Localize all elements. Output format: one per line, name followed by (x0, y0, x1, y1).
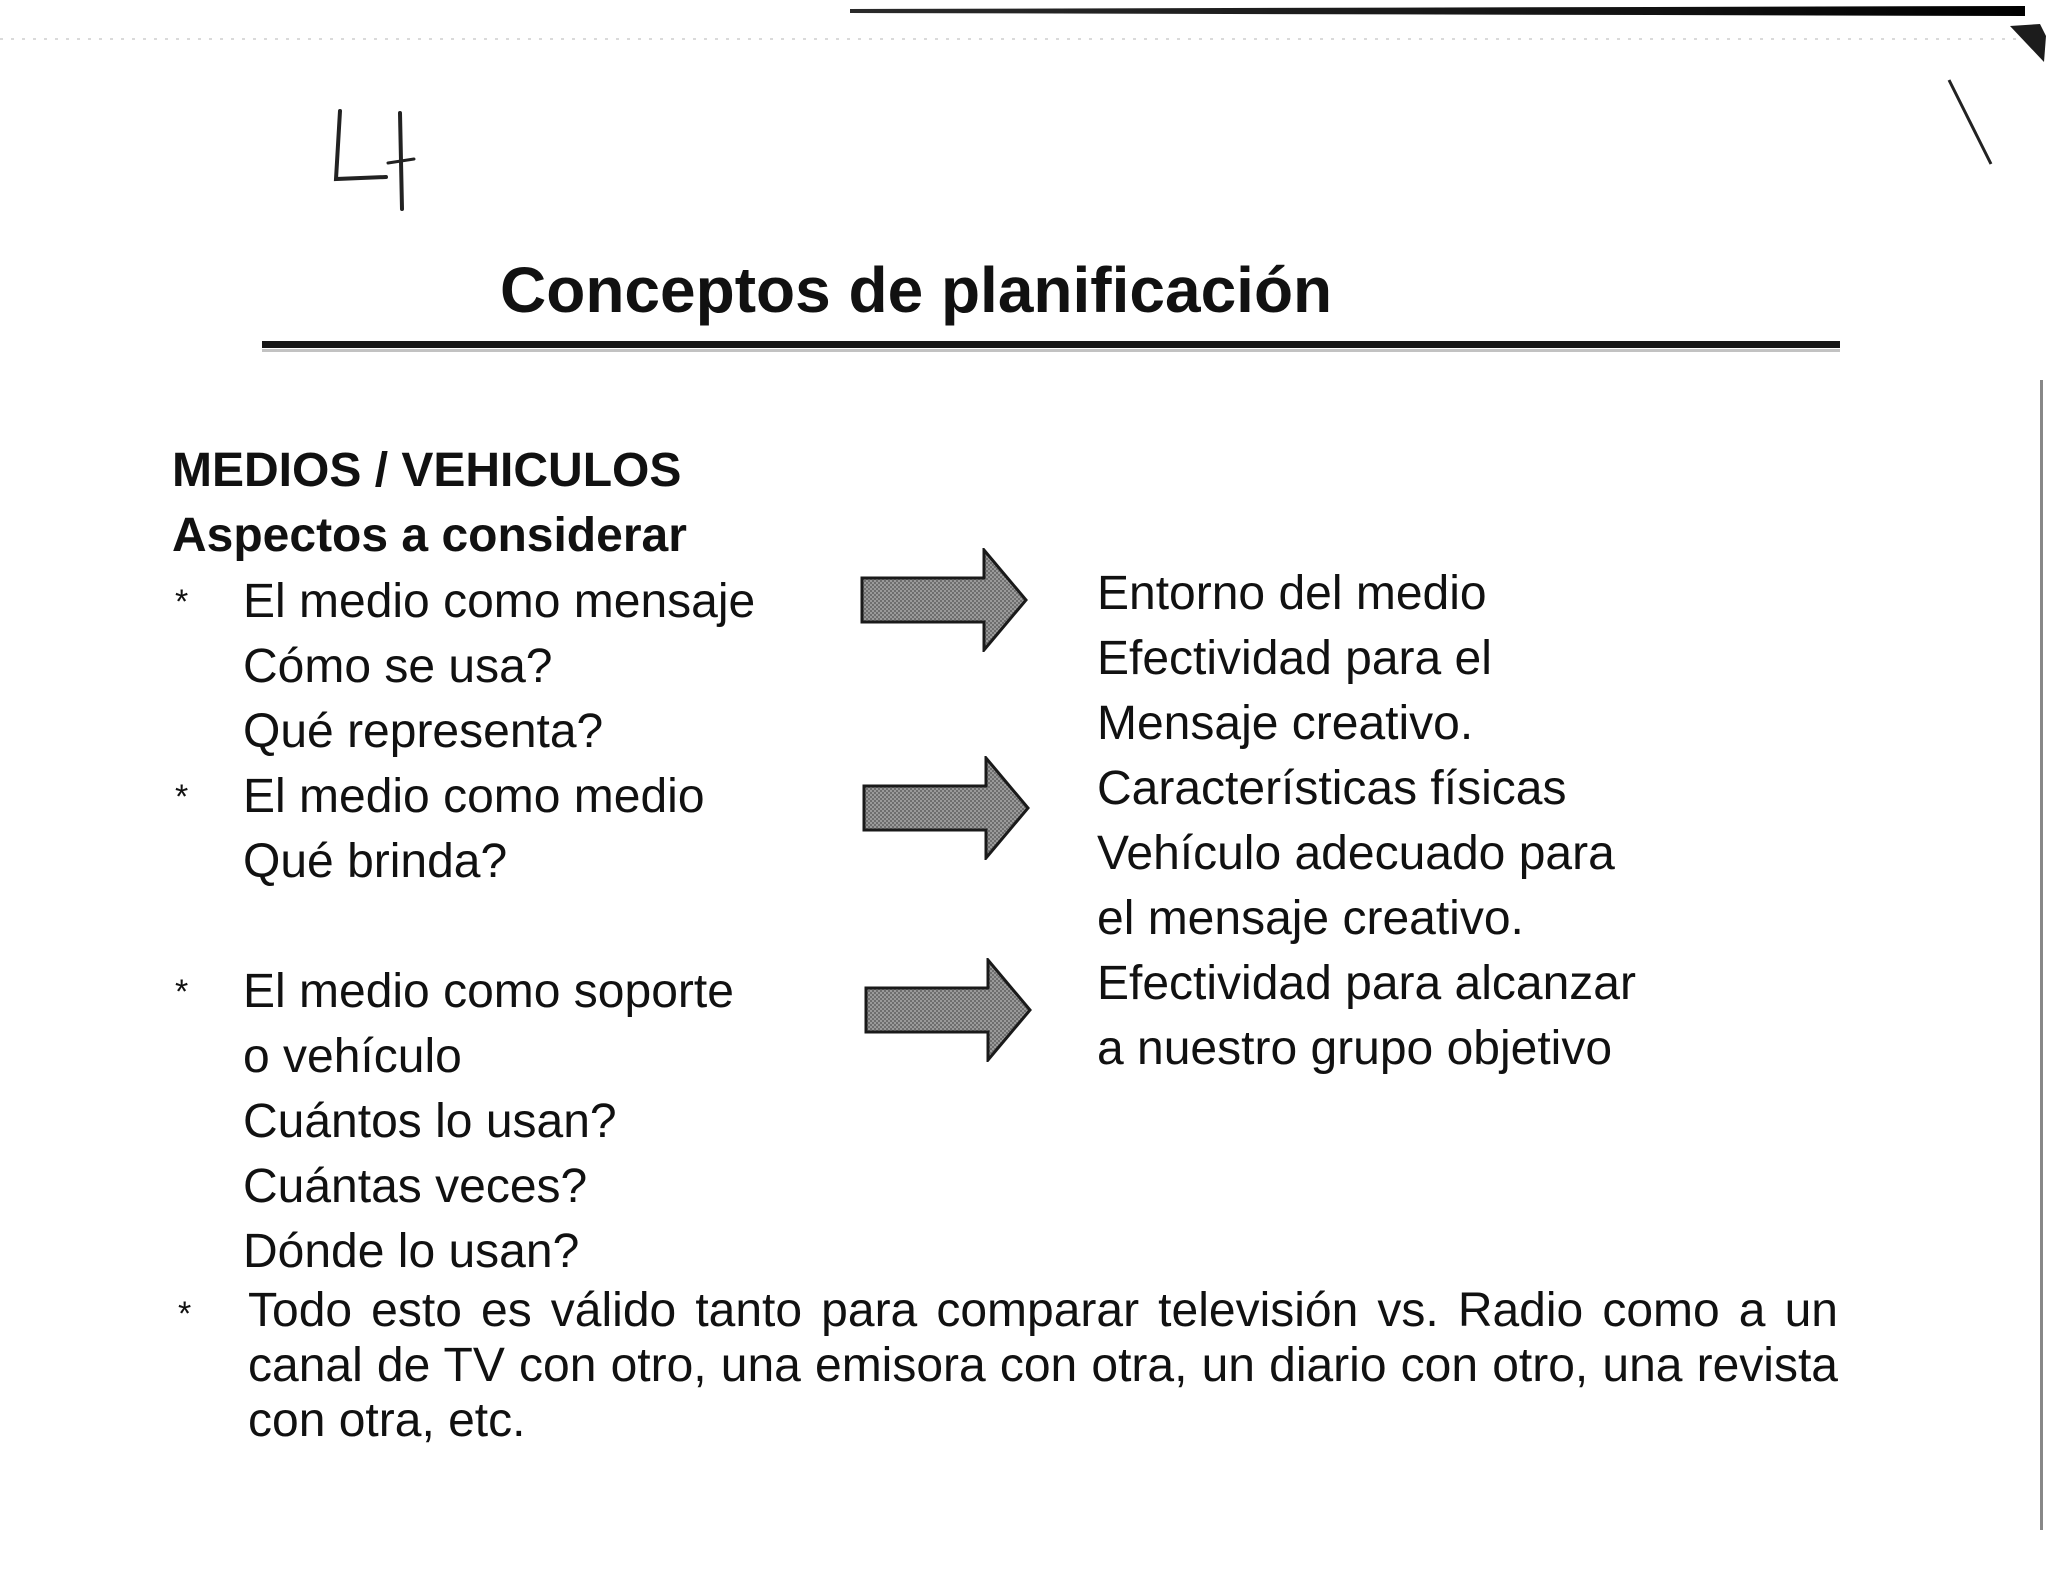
item-3-line-1: El medio como soporte (243, 965, 734, 1018)
item-1-result-1: Entorno del medio (1097, 567, 1487, 620)
title-underline-shadow (262, 349, 1840, 352)
item-3-result-1: Efectividad para alcanzar (1097, 957, 1636, 1010)
item-1-result-3: Mensaje creativo. (1097, 697, 1474, 750)
section-heading: MEDIOS / VEHICULOS (172, 444, 682, 497)
item-2-line-2: Qué brinda? (243, 835, 508, 888)
arrow-right-icon (860, 548, 1030, 652)
item-3-result-2: a nuestro grupo objetivo (1097, 1022, 1613, 1075)
item-1-line-3: Qué representa? (243, 705, 604, 758)
item-3-line-4: Cuántas veces? (243, 1160, 588, 1213)
item-2-line-1: El medio como medio (243, 770, 705, 823)
handwritten-page-number (330, 105, 440, 215)
item-1-result-2: Efectividad para el (1097, 632, 1492, 685)
item-2-result-3: el mensaje creativo. (1097, 892, 1524, 945)
section-subheading: Aspectos a considerar (172, 509, 687, 562)
closing-note: Todo esto es válido tanto para comparar televisión vs. Radio como a un canal de TV con otro, una emisora con otra, un diario con otro, una revista con otra, etc. (248, 1284, 1838, 1447)
item-3-line-3: Cuántos lo usan? (243, 1095, 617, 1148)
pen-stroke-icon (1945, 78, 1995, 168)
page-corner-curl-icon (2010, 22, 2048, 62)
page-title: Conceptos de planificación (500, 254, 1333, 326)
bullet-marker: * (178, 1295, 192, 1333)
item-3-line-5: Dónde lo usan? (243, 1225, 580, 1278)
bullet-marker: * (175, 778, 189, 816)
item-2-result-1: Características físicas (1097, 762, 1567, 815)
item-1-line-2: Cómo se usa? (243, 640, 553, 693)
title-underline (262, 341, 1840, 348)
scan-right-edge (2040, 380, 2043, 1530)
arrow-right-icon (862, 756, 1032, 860)
bullet-marker: * (175, 583, 189, 621)
bullet-marker: * (175, 973, 189, 1011)
scan-edge-line (850, 6, 2025, 16)
scan-noise (0, 38, 2020, 40)
item-2-result-2: Vehículo adecuado para (1097, 827, 1615, 880)
arrow-right-icon (864, 958, 1034, 1062)
item-1-line-1: El medio como mensaje (243, 575, 756, 628)
item-3-line-2: o vehículo (243, 1030, 462, 1083)
